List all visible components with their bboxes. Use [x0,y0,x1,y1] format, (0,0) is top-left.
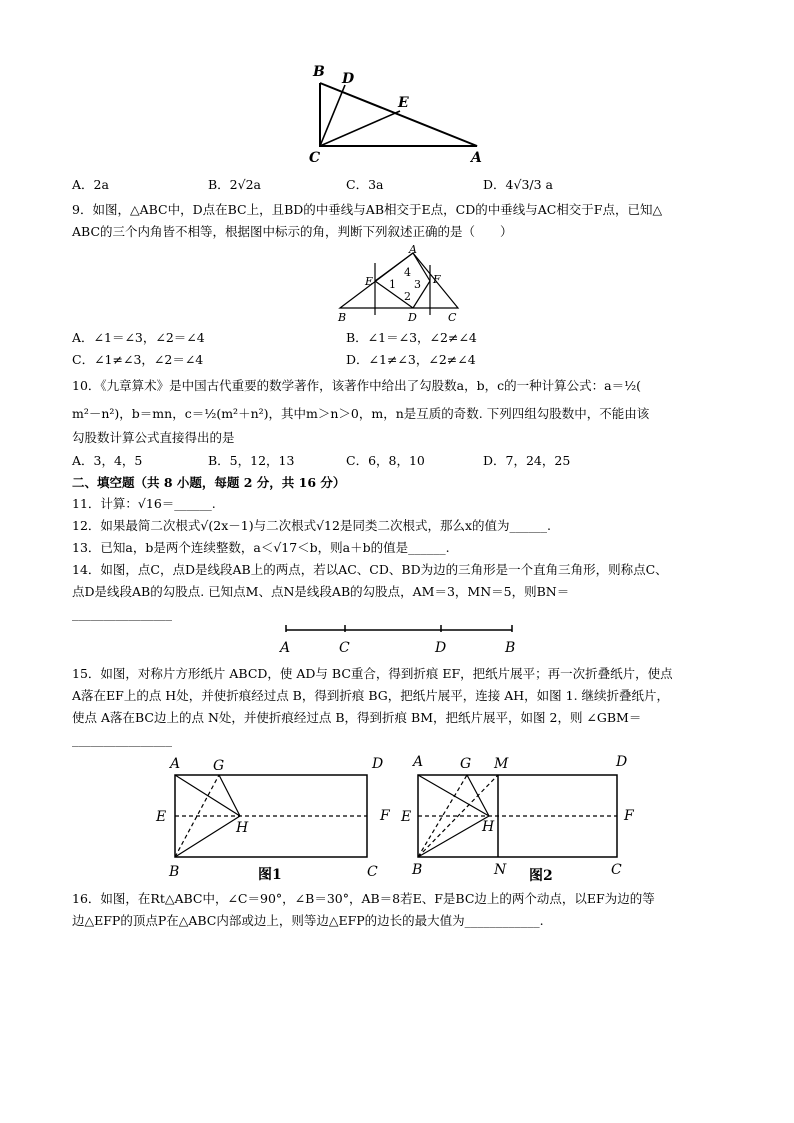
q9-triangle-figure [330,243,465,323]
label-E: E [401,809,412,825]
label-F: F [433,273,441,286]
q15-figure-2 [398,750,648,882]
q14-segment-figure [276,620,526,660]
label-C: C [611,862,622,878]
label-A: A [413,754,424,770]
q10-option-d: D．7，24，25 [483,453,571,468]
label-G: G [460,756,472,772]
label-B: B [505,640,516,656]
q10-line2: m²－n²)，b＝mn，c＝½(m²＋n²)，其中m＞n＞0，m，n是互质的奇数. 下列四组勾股数中，不能由该 [72,406,650,421]
label-E: E [156,809,167,825]
label-H: H [236,820,249,836]
label-B: B [313,64,325,80]
label-E: E [398,95,409,111]
label-D: D [616,754,628,770]
q8-option-d: D．4√3/3 a [483,177,553,192]
q14-line2: 点D是线段AB的勾股点. 已知点M、点N是线段AB的勾股点，AM＝3，MN＝5，则BN＝ [72,584,570,599]
q11: 11．计算：√16＝______. [72,496,216,511]
angle-4: 4 [404,266,411,279]
label-G: G [213,758,225,774]
figure-caption: 图1 [258,867,282,882]
q15-line1: 15．如图，对称片方形纸片 ABCD，使 AD与 BC重合，得到折痕 EF，把纸片展平；再一次折叠纸片，使点 [72,666,673,681]
label-A: A [170,756,181,772]
q15-line2: A落在EF上的点 H处，并使折痕经过点 B，得到折痕 BG，把纸片展平，连接 AH，如图 1. 继续折叠纸片， [72,688,670,703]
q10-option-c: C．6，8，10 [346,453,425,468]
q15-line3: 使点 A落在BC边上的点 N处，并使折痕经过点 B，得到折痕 BM，把纸片展平，如图 2，则 ∠GBM＝ [72,710,642,725]
q10-line3: 勾股数计算公式直接得出的是 [72,430,235,445]
q8-option-c: C．3a [346,177,384,192]
q8-option-b: B．2√2a [208,177,262,192]
label-B: B [412,862,423,878]
q14-line1: 14．如图，点C，点D是线段AB上的两点，若以AC、CD、BD为边的三角形是一个直角三角形，则称点C、 [72,562,668,577]
q16-line1: 16．如图，在Rt△ABC中，∠C＝90°，∠B＝30°，AB＝8若E、F是BC边上的两个动点，以EF为边的等 [72,891,655,906]
q9-option-d: D．∠1≠∠3，∠2≠∠4 [346,352,476,367]
label-F: F [380,808,390,824]
section-2-heading: 二、填空题（共 8 小题，每题 2 分，共 16 分） [72,475,346,490]
q9-line2: ABC的三个内角皆不相等，根据图中标示的角，判断下列叙述正确的是（ ） [72,224,513,239]
label-F: F [624,808,634,824]
q13: 13．已知a，b是两个连续整数，a＜√17＜b，则a＋b的值是______. [72,540,450,555]
label-C: C [367,864,378,880]
q10-line1: 10．《九章算术》是中国古代重要的数学著作，该著作中给出了勾股数a，b，c的一种计算公式：a＝½( [72,378,642,393]
label-B: B [169,864,180,880]
label-A: A [471,150,482,166]
label-M: M [494,756,509,772]
label-B: B [338,311,347,323]
q9-line1: 9．如图，△ABC中，D点在BC上，且BD的中垂线与AB相交于E点，CD的中垂线与AC相交于F点，已知△ [72,202,663,217]
label-C: C [448,311,457,323]
q14-blank: ________________ [72,606,172,621]
label-D: D [342,71,355,87]
label-H: H [482,819,495,835]
label-C: C [309,150,321,166]
q12: 12．如果最简二次根式√(2x－1)与二次根式√12是同类二次根式，那么x的值为______. [72,518,551,533]
q9-option-b: B．∠1＝∠3，∠2≠∠4 [346,330,477,345]
q8-option-a: A．2a [72,177,109,192]
label-D: D [372,756,384,772]
label-D: D [435,640,447,656]
q8-triangle-figure [305,58,495,168]
q9-option-a: A．∠1＝∠3，∠2＝∠4 [72,330,205,345]
q15-blank: ________________ [72,732,172,747]
figure-caption: 图2 [529,868,553,882]
label-E: E [365,275,374,288]
label-C: C [339,640,350,656]
angle-2: 2 [404,290,411,303]
q9-option-c: C．∠1≠∠3，∠2＝∠4 [72,352,204,367]
label-A: A [409,243,417,256]
label-D: D [408,311,417,323]
angle-3: 3 [414,278,421,291]
label-A: A [280,640,291,656]
q10-option-a: A．3，4，5 [72,453,143,468]
q15-figure-1 [152,752,402,882]
label-N: N [494,862,507,878]
angle-1: 1 [389,278,396,291]
q10-option-b: B．5，12，13 [208,453,295,468]
q16-line2: 边△EFP的顶点P在△ABC内部或边上，则等边△EFP的边长的最大值为____________. [72,913,544,928]
